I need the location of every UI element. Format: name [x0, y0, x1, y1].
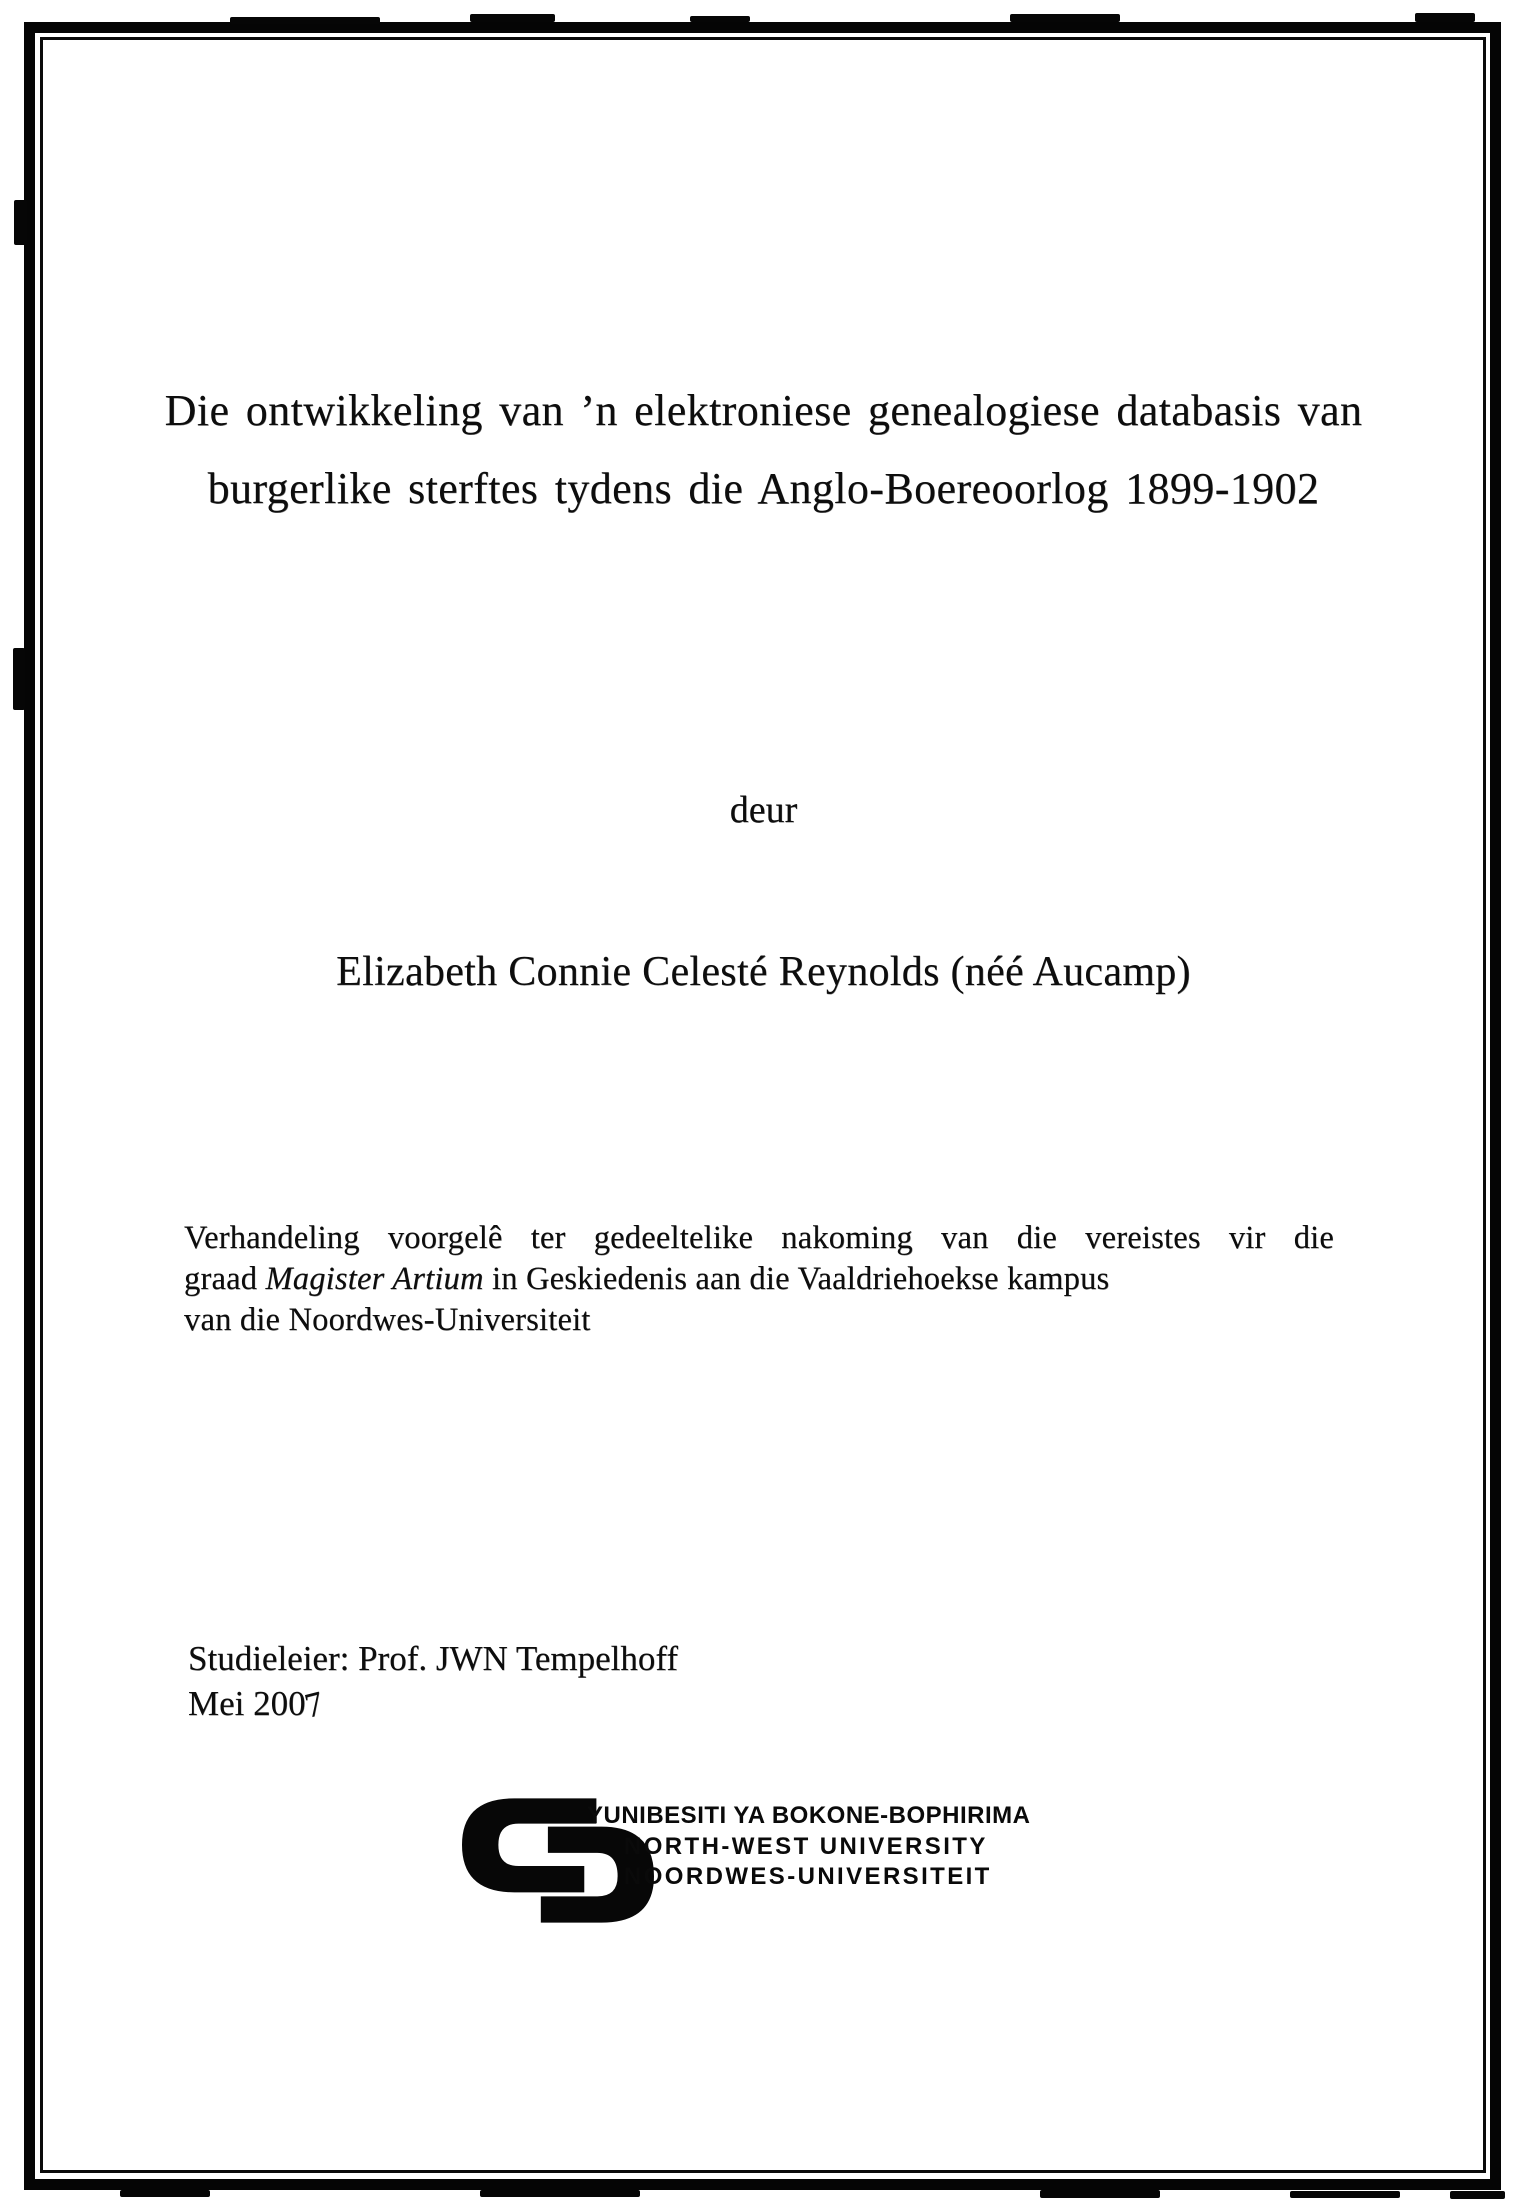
author-name: Elizabeth Connie Celesté Reynolds (néé Aucamp)	[336, 949, 1191, 995]
scan-artifact	[14, 200, 27, 245]
submission-line-2-prefix: graad	[184, 1261, 266, 1297]
page-title	[0, 372, 1527, 528]
scan-artifact	[1290, 2191, 1400, 2198]
scan-artifact	[13, 648, 25, 710]
logo-line-afrikaans: NOORDWES-UNIVERSITEIT	[624, 1863, 992, 1890]
scan-artifact	[480, 2190, 640, 2197]
supervisor-line: Studieleier: Prof. JWN Tempelhoff	[188, 1639, 679, 1678]
scan-artifact	[690, 16, 750, 22]
byline: deur	[729, 789, 798, 831]
scan-artifact	[1040, 2190, 1160, 2198]
supervisor-block	[188, 1636, 678, 1726]
title-line-1: Die ontwikkeling van ’n elektroniese genealogiese databasis van	[164, 386, 1363, 435]
submission-statement	[184, 1218, 1334, 1341]
scan-artifact	[1450, 2191, 1505, 2199]
scan-artifact	[120, 2190, 210, 2197]
date-line	[188, 1681, 678, 1726]
date-text: Mei 200	[188, 1684, 306, 1723]
scan-artifact	[1415, 13, 1475, 22]
submission-line-1: Verhandeling voorgelê ter gedeeltelike nakoming van die vereistes vir die	[184, 1220, 1334, 1256]
logo-wordmark	[587, 1801, 1031, 1893]
scan-artifact	[230, 17, 380, 24]
scan-artifact	[1010, 14, 1120, 22]
submission-line-2-suffix: in Geskiedenis aan die Vaaldriehoekse kampus	[483, 1261, 1110, 1297]
submission-line-3: van die Noordwes-Universiteit	[184, 1302, 591, 1338]
title-line-2: burgerlike sterftes tydens die Anglo-Boereoorlog 1899-1902	[207, 464, 1320, 513]
scan-artifact	[470, 14, 555, 22]
date-digit: 7	[300, 1683, 327, 1726]
logo-line-english: NORTH-WEST UNIVERSITY	[624, 1832, 988, 1860]
submission-line-2	[184, 1259, 1334, 1300]
logo-line-setswana: YUNIBESITI YA BOKONE-BOPHIRIMA	[587, 1802, 1031, 1829]
degree-name: Magister Artium	[265, 1261, 484, 1297]
